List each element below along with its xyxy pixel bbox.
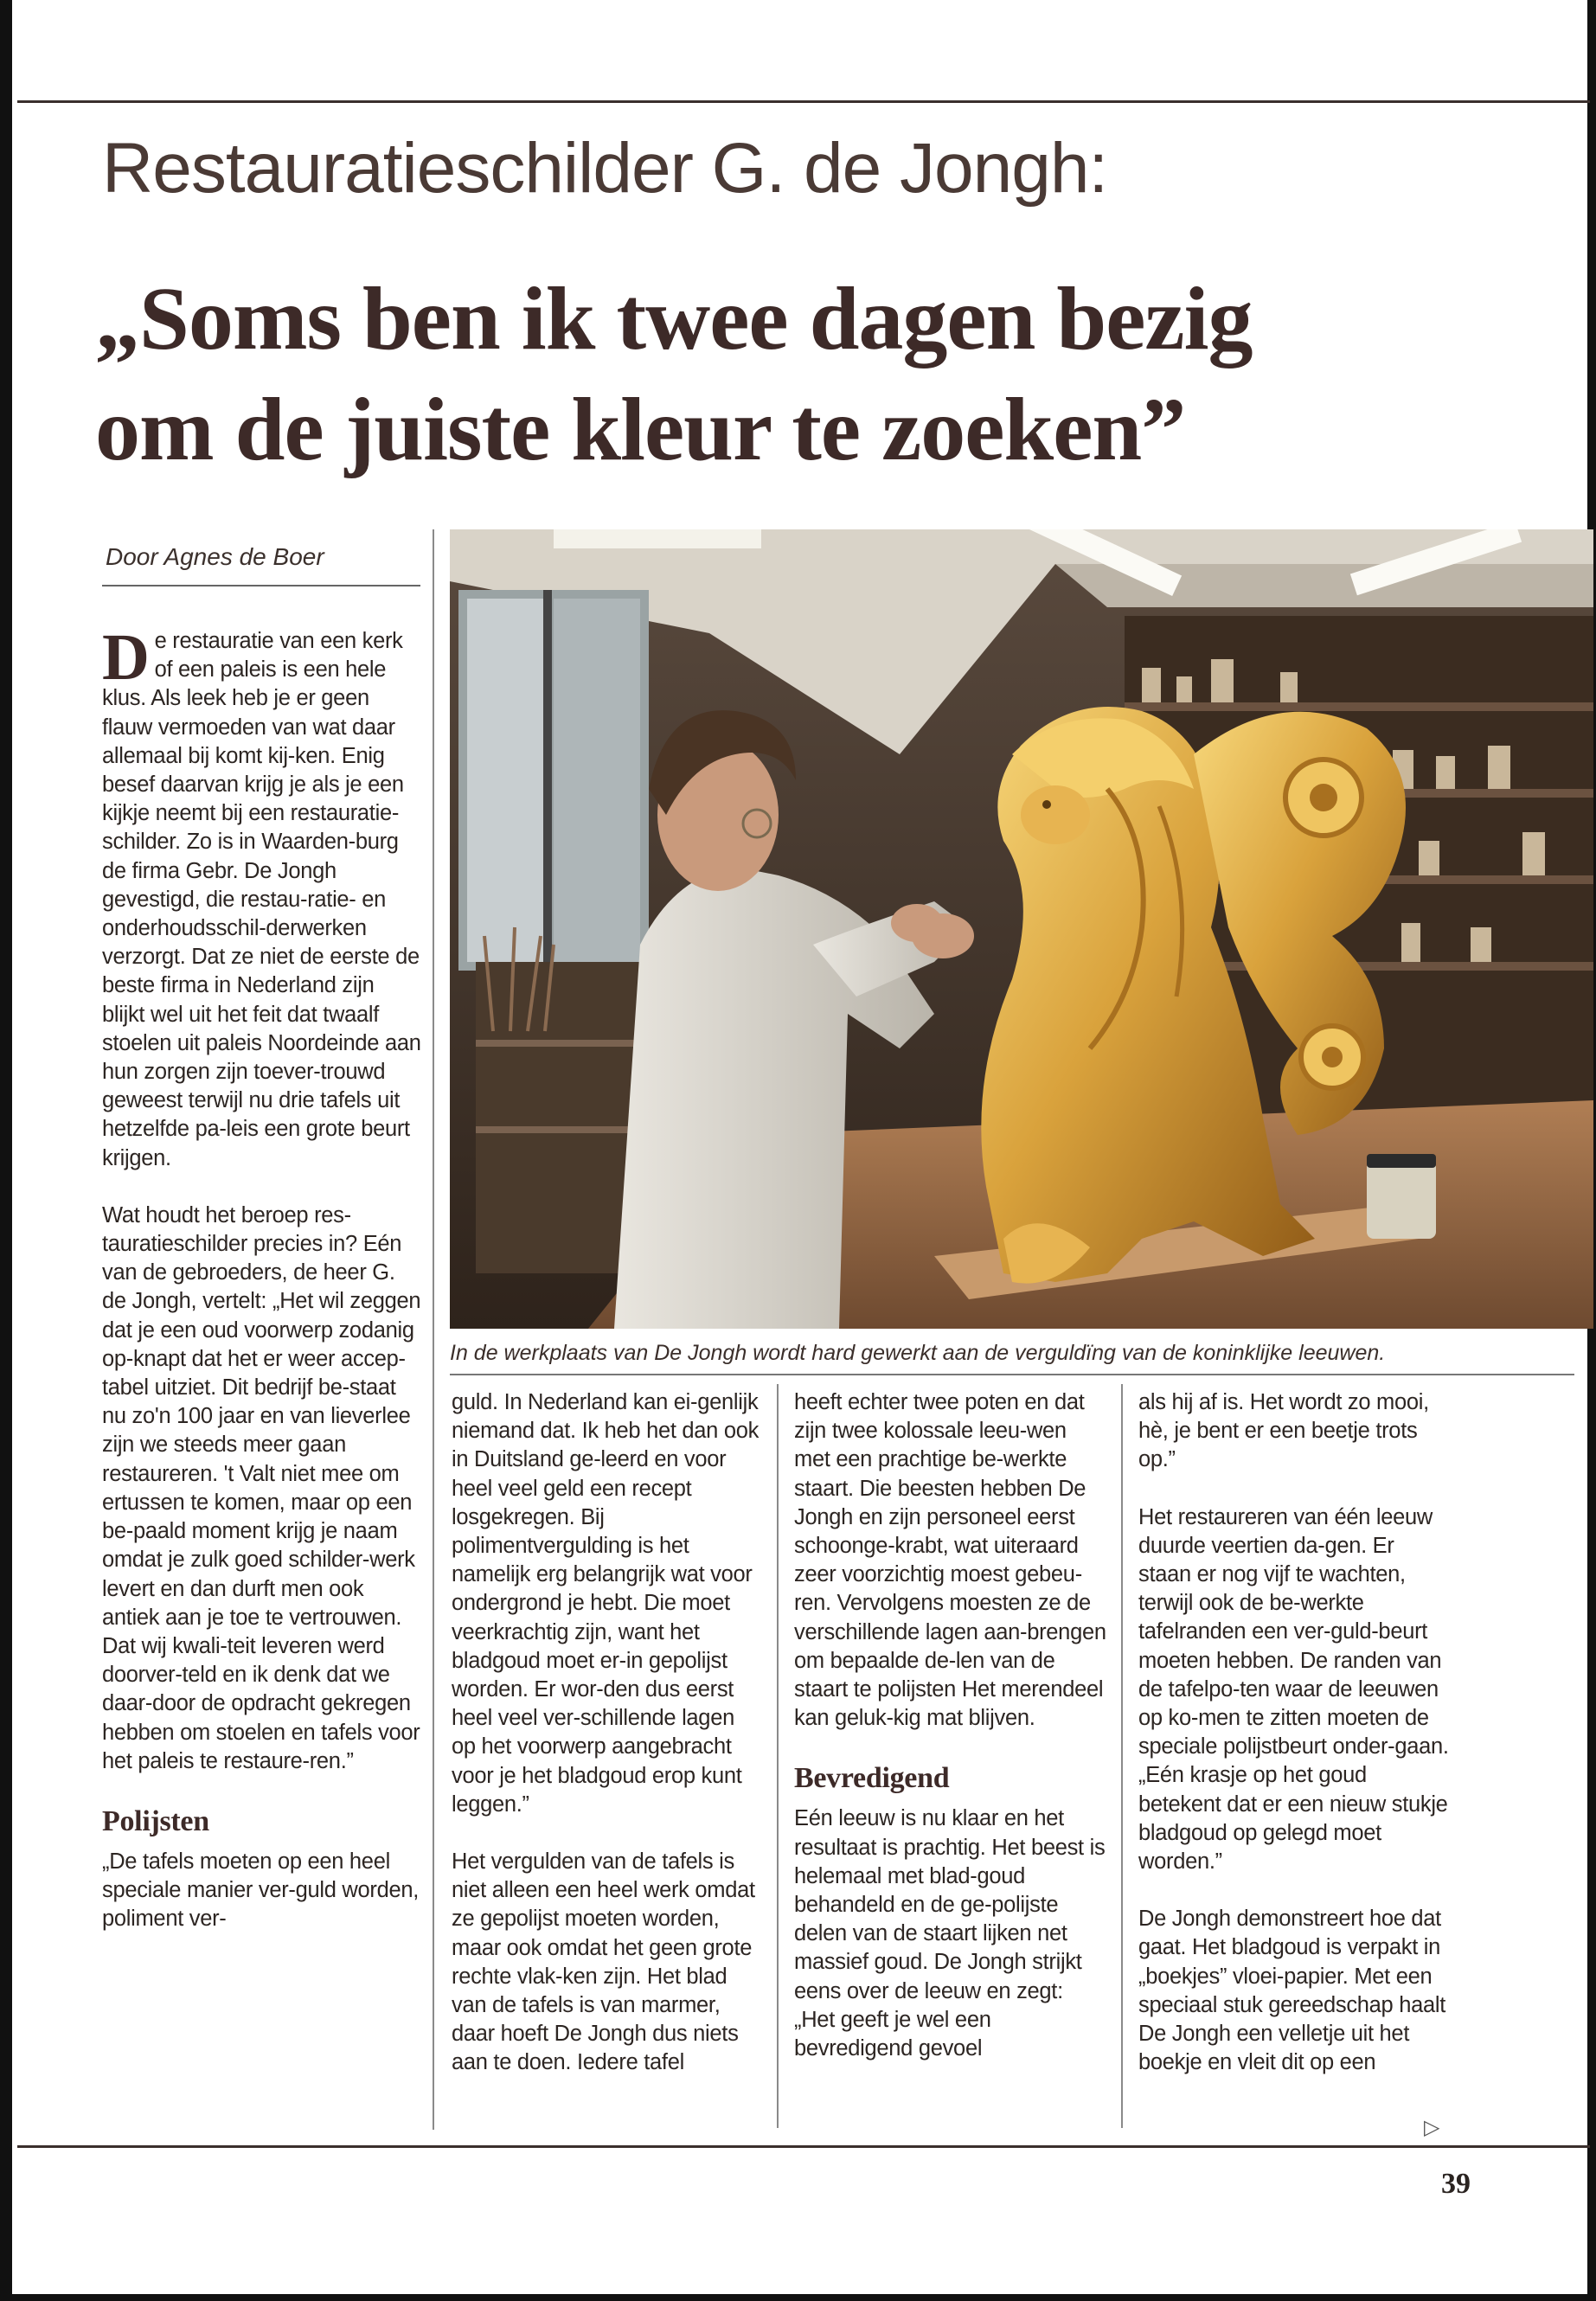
workshop-photo — [450, 529, 1593, 1329]
top-rule — [17, 100, 1590, 103]
paragraph: Het vergulden van de tafels is niet alleen een heel werk omdat ze gepolijst moeten worden, maar ook omdat het geen grote rechte vlak-ken zijn. Het blad van de tafels is van marmer, daar hoeft De Jongh dus niets aan te doen. Iedere tafel — [452, 1849, 755, 2075]
page-edge-left — [0, 0, 12, 2301]
paragraph: guld. In Nederland kan ei-genlijk niemand dat. Ik heb het dan ook in Duitsland ge-leerd en voor heel veel geld een recept losgekregen. Bij polimentvergulding is het namelijk erg belangrijk wat voor ondergrond je hebt. Die moet veerkrachtig zijn, want het bladgoud moet er-in gepolijst worden. Er wor-den dus eerst heel veel ver-schillende lagen op het voorwerp aangebracht voor je het bladgoud erop kunt leggen.” — [452, 1390, 760, 1817]
lead-text: e restauratie van een kerk of een paleis is een hele klus. Als leek heb je er geen flauw vermoeden van wat daar allemaal bij komt kij-ken. Enig besef daarvan krijg je als je een kijkje neemt bij een restauratie-schilder. Zo is in Waarden-burg de firma Gebr. De Jongh gevestigd, die restau-ratie- en onderhoudsschil-derwerken verzorgt. Dat ze niet de eerste de beste firma in Nederland zijn blijkt wel uit het feit dat twaalf stoelen uit paleis Noordeinde aan hun zorgen zijn toever-trouwd geweest terwijl nu drie tafels uit hetzelfde pa-leis een grote beurt krijgen. — [102, 629, 421, 1170]
page-number: 39 — [1441, 2168, 1471, 2200]
lead-paragraph — [102, 621, 422, 1173]
paragraph: heeft echter twee poten en dat zijn twee kolossale leeu-wen met een prachtige be-werkte staart. Die beesten hebben De Jongh en zijn personeel eerst schoonge-krabt, wat uiteraard zeer voorzichtig moest gebeu-ren. Vervolgens moesten ze de verschillende lagen aan-brengen om bepaalde de-len van de staart te polijsten Het merendeel kan geluk-kig mat blijven. — [794, 1390, 1106, 1731]
paragraph: „De tafels moeten op een heel speciale manier ver-guld worden, poliment ver- — [102, 1849, 420, 1932]
headline-line-1: „Soms ben ik twee dagen bezig — [95, 269, 1253, 369]
paragraph: Wat houdt het beroep res-tauratieschilder precies in? Eén van de gebroeders, de heer G. de Jongh, vertelt: „Het wil zeggen dat je een oud voorwerp zodanig op-knapt dat het er weer accep-tabel uitziet. Dit bedrijf be-staat nu zo'n 100 jaar en van lieverlee zijn we steeds meer gaan restaureren. 't Valt niet mee om ertussen te komen, maar op een be-paald moment krijg je naam omdat je zulk goed schilder-werk levert en dan durft men ook antiek aan je toe te vertrouwen. Dat wij kwali-teit leveren werd doorver-teld en ik denk dat we daar-door de opdracht gekregen hebben om stoelen en tafels voor het paleis te restaure-ren.” — [102, 1202, 421, 1773]
column-4 — [1138, 1388, 1450, 2106]
byline-rule — [102, 585, 420, 586]
subheading-bevredigend: Bevredigend — [794, 1762, 950, 1795]
column-1 — [102, 621, 422, 1963]
paragraph: Eén leeuw is nu klaar en het resultaat is prachtig. Het beest is helemaal met blad-goud behandeld en de ge-polijste delen van de staart lijken net massief goud. De Jongh strijkt eens over de leeuw en zegt: „Het geeft je wel een bevredigend gevoel — [794, 1806, 1106, 2061]
paragraph: als hij af is. Het wordt zo mooi, hè, je bent er een beetje trots op.” — [1138, 1390, 1429, 1472]
article-headline — [95, 264, 1548, 485]
column-3 — [794, 1388, 1107, 2092]
byline: Door Agnes de Boer — [106, 543, 324, 570]
subheading-polijsten: Polijsten — [102, 1804, 209, 1837]
photo-caption: In de werkplaats van De Jongh wordt hard gewerkt aan de verguldïng van de koninklijke leeuwen. — [450, 1341, 1386, 1365]
drop-cap: D — [102, 621, 150, 694]
column-rule-1 — [433, 529, 434, 2130]
caption-rule — [450, 1374, 1574, 1375]
paragraph: Het restaureren van één leeuw duurde veertien da-gen. Er staan er nog vijf te wachten, terwijl ook de be-werkte tafelranden een ver-guld-beurt moeten hebben. De randen van de tafelpo-ten waar de leeuwen op ko-men te zitten moeten de speciale polijstbeurt onder-gaan. „Eén krasje op het goud betekent dat er een nieuw stukje bladgoud op gelegd moet worden.” — [1138, 1504, 1449, 1875]
column-rule-3 — [1121, 1384, 1123, 2128]
column-rule-2 — [777, 1384, 779, 2128]
gilded-lion-photo-image — [450, 529, 1593, 1329]
headline-line-2: om de juiste kleur te zoeken” — [95, 380, 1186, 479]
continue-arrow-icon: ▷ — [1424, 2115, 1440, 2139]
column-2 — [452, 1388, 763, 2106]
page-edge-bottom — [0, 2294, 1596, 2301]
article-kicker: Restauratieschilder G. de Jongh: — [102, 129, 1108, 208]
bottom-rule — [17, 2145, 1590, 2148]
paragraph: De Jongh demonstreert hoe dat gaat. Het bladgoud is verpakt in „boekjes” vloei-papier. Met een speciaal stuk gereedschap haalt De Jongh een velletje uit het boekje en vleit dit op een — [1138, 1907, 1446, 2075]
